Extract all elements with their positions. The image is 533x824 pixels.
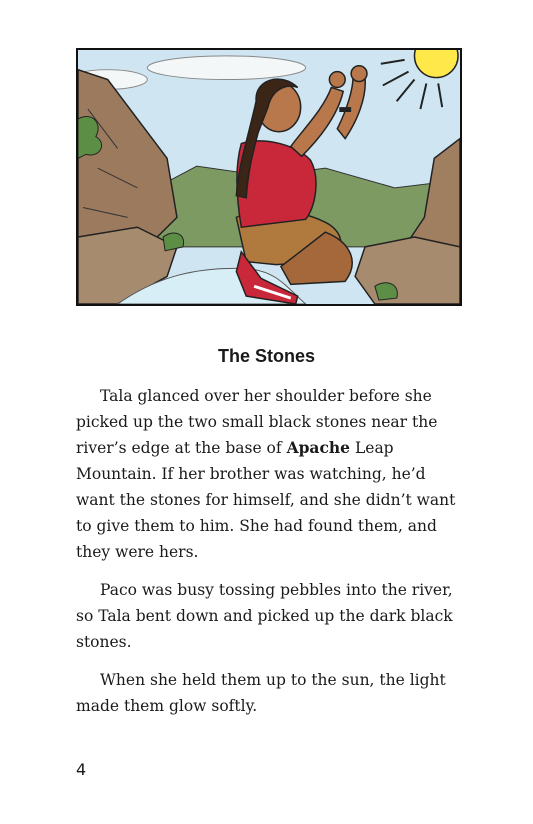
girl-holding-stones-illustration: [78, 50, 460, 304]
chapter-title: The Stones: [217, 346, 315, 366]
story-paragraph-1: Tala glanced over her shoulder before she picked up the two small black stones near the river’s edge at the base of Apache Leap Mountain. If her brother was watching, he’d want the stones for himself, and she didn’t want to give them to him. She had found them, and they were hers.: [76, 387, 456, 561]
page-number: 4: [76, 760, 87, 779]
story-text: [76, 383, 462, 731]
story-paragraph-2: Paco was busy tossing pebbles into the river, so Tala bent down and picked up the dark black stones.: [76, 581, 453, 651]
bold-word-apache: Apache: [286, 438, 351, 457]
story-paragraph-3: When she held them up to the sun, the light made them glow softly.: [76, 671, 446, 715]
story-illustration: [76, 48, 462, 306]
